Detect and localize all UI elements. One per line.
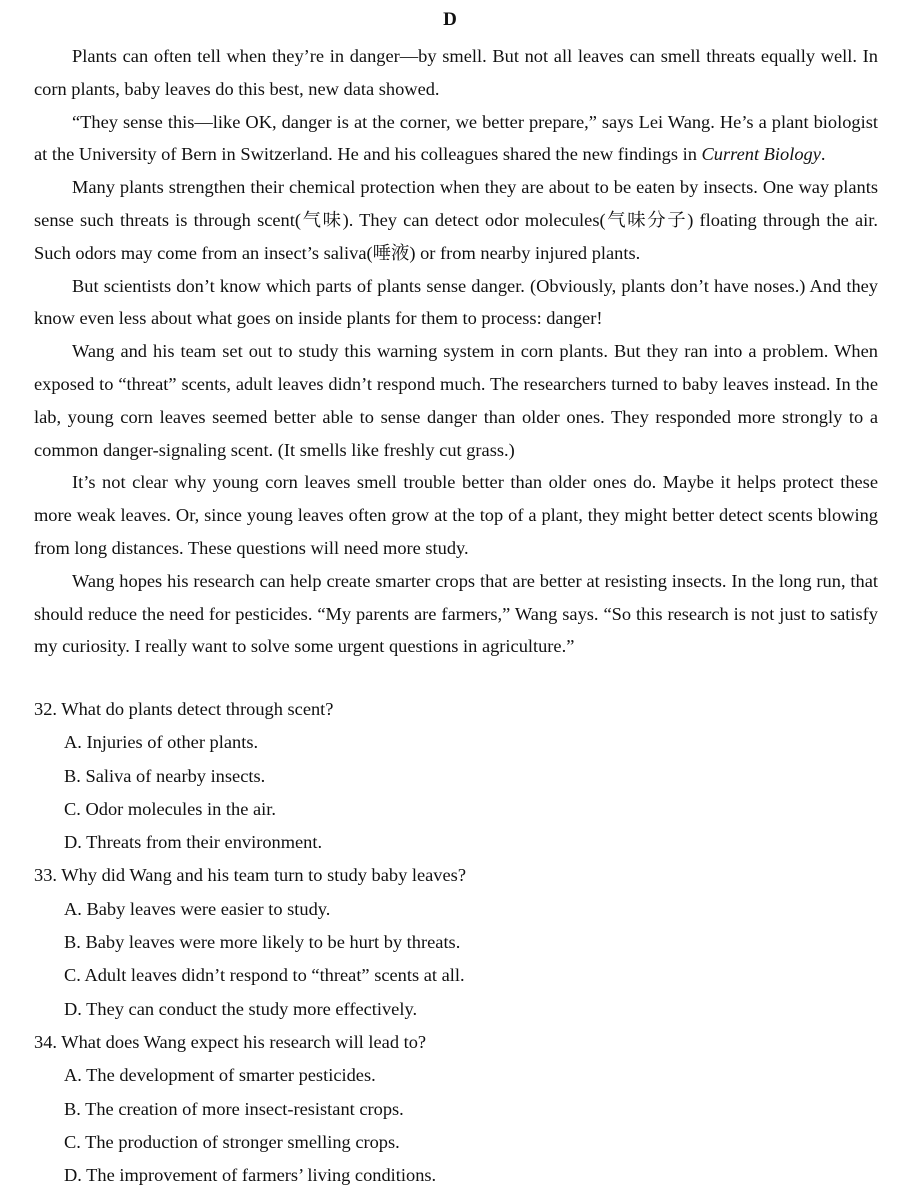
- question-list: [34, 693, 878, 1192]
- option-c: C. The production of stronger smelling crops.: [64, 1131, 400, 1152]
- option-b: B. Saliva of nearby insects.: [64, 765, 266, 786]
- paragraph-6: It’s not clear why young corn leaves smell trouble better than older ones do. Maybe it helps protect these more weak leaves. Or, since young leaves often grow at the top of a plant, they might better detect scents blowing from long distances. These questions will need more study.: [34, 472, 878, 558]
- question-stem: 34. What does Wang expect his research will lead to?: [34, 1031, 427, 1052]
- option-c: C. Adult leaves didn’t respond to “threat” scents at all.: [64, 965, 465, 986]
- section-title: D: [443, 9, 457, 30]
- option-a: A. Baby leaves were easier to study.: [64, 898, 331, 919]
- option-b: B. Baby leaves were more likely to be hurt by threats.: [64, 932, 461, 953]
- question-stem: 32. What do plants detect through scent?: [34, 699, 334, 719]
- question-34: [34, 1026, 878, 1192]
- journal-name: Current Biology: [701, 144, 821, 165]
- paragraph-3: Many plants strengthen their chemical protection when they are about to be eaten by insects. One way plants sense such threats is through scent(气味). They can detect odor molecules(气味分子) floating through the air. Such odors may come from an insect’s saliva(唾液) or from nearby injured plants.: [34, 177, 878, 263]
- option-d: D. Threats from their environment.: [64, 832, 323, 853]
- option-a: A. The development of smarter pesticides.: [64, 1065, 376, 1086]
- paragraph-2-text: “They sense this—like OK, danger is at the corner, we better prepare,” says Lei Wang. He’s a plant biologist at the University of Bern in Switzerland. He and his colleagues shared the new findings in: [34, 111, 878, 165]
- option-d: D. The improvement of farmers’ living conditions.: [64, 1165, 437, 1186]
- option-d: D. They can conduct the study more effectively.: [64, 998, 418, 1019]
- option-b: B. The creation of more insect-resistant crops.: [64, 1098, 404, 1119]
- option-a: A. Injuries of other plants.: [64, 732, 259, 753]
- paragraph-2-end: .: [820, 144, 826, 165]
- paragraph-2: [34, 106, 878, 172]
- question-stem: 33. Why did Wang and his team turn to study baby leaves?: [34, 865, 466, 886]
- paragraph-4: But scientists don’t know which parts of plants sense danger. (Obviously, plants don’t have noses.) And they know even less about what goes on inside plants for them to process: danger!: [34, 275, 878, 329]
- reading-passage: [34, 40, 878, 663]
- paragraph-5: Wang and his team set out to study this warning system in corn plants. But they ran into a problem. When exposed to “threat” scents, adult leaves didn’t respond much. The researchers turned to baby leaves instead. In the lab, young corn leaves seemed better able to sense danger than older ones. They responded more strongly to a common danger-signaling scent. (It smells like freshly cut grass.): [34, 341, 878, 460]
- question-33: [34, 859, 878, 1025]
- option-c: C. Odor molecules in the air.: [64, 798, 276, 819]
- paragraph-7: Wang hopes his research can help create smarter crops that are better at resisting insects. In the long run, that should reduce the need for pesticides. “My parents are farmers,” Wang says. “So this research is not just to satisfy my curiosity. I really want to solve some urgent questions in agriculture.”: [34, 570, 878, 657]
- question-32: [34, 693, 878, 859]
- paragraph-1: Plants can often tell when they’re in danger—by smell. But not all leaves can smell threats equally well. In corn plants, baby leaves do this best, new data showed.: [34, 46, 878, 99]
